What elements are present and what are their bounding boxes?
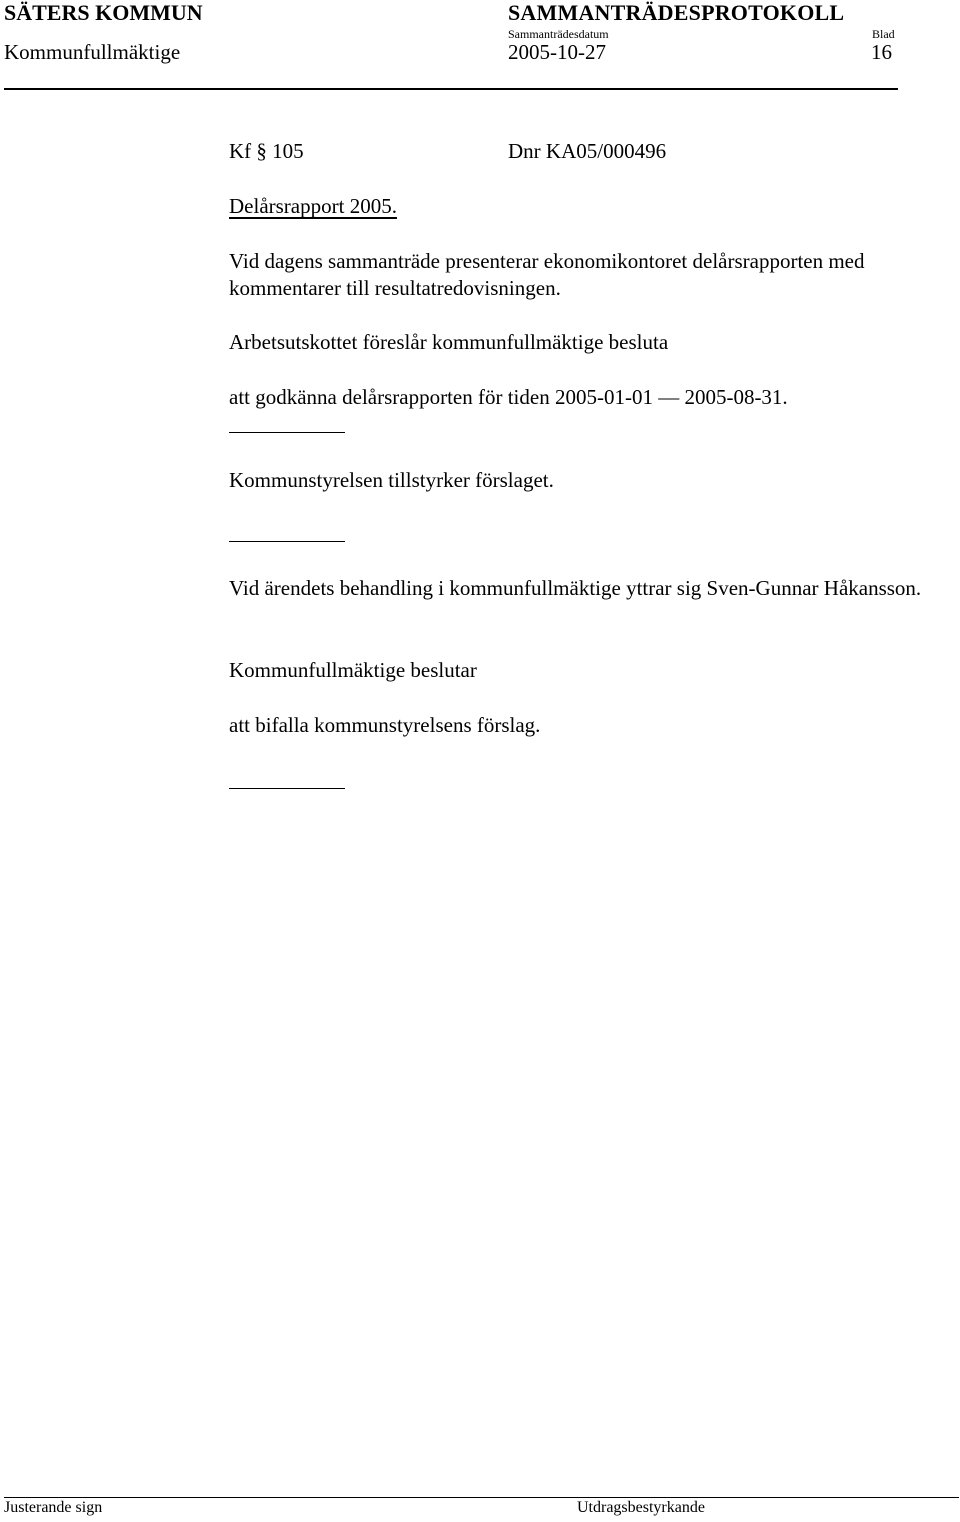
section-divider bbox=[229, 788, 345, 789]
ks-support-paragraph: Kommunstyrelsen tillstyrker förslaget. bbox=[229, 468, 554, 492]
section-divider bbox=[229, 432, 345, 433]
page-number: 16 bbox=[871, 40, 892, 64]
au-proposal-paragraph: Arbetsutskottet föreslår kommunfullmäktige besluta bbox=[229, 330, 669, 354]
presentation-paragraph: Vid dagens sammanträde presenterar ekonomikontoret delårsrapporten med kommentarer till resultatredovisningen. bbox=[229, 249, 865, 300]
page-label: Blad bbox=[872, 27, 895, 41]
date-label: Sammanträdesdatum bbox=[508, 27, 609, 41]
item-subject: Delårsrapport 2005. bbox=[229, 194, 397, 218]
footer-divider bbox=[4, 1497, 959, 1498]
discussion-paragraph: Vid ärendets behandling i kommunfullmäktige yttrar sig Sven-Gunnar Håkansson. bbox=[229, 576, 922, 600]
au-att-clause: att godkänna delårsrapporten för tiden 2005-01-01 — 2005-08-31. bbox=[229, 385, 788, 409]
meeting-date: 2005-10-27 bbox=[508, 40, 606, 64]
section-divider bbox=[229, 541, 345, 542]
organization-name: SÄTERS KOMMUN bbox=[4, 0, 203, 25]
meeting-body: Kommunfullmäktige bbox=[4, 40, 181, 64]
paragraph-number: Kf § 105 bbox=[229, 139, 304, 163]
kf-decision-paragraph: Kommunfullmäktige beslutar bbox=[229, 658, 477, 682]
adjuster-sign-label: Justerande sign bbox=[4, 1499, 103, 1516]
extract-certifier-label: Utdragsbestyrkande bbox=[577, 1499, 705, 1516]
kf-att-clause: att bifalla kommunstyrelsens förslag. bbox=[229, 713, 541, 737]
diary-number: Dnr KA05/000496 bbox=[508, 139, 667, 163]
header-divider bbox=[4, 88, 898, 90]
document-type: SAMMANTRÄDESPROTOKOLL bbox=[508, 0, 845, 25]
